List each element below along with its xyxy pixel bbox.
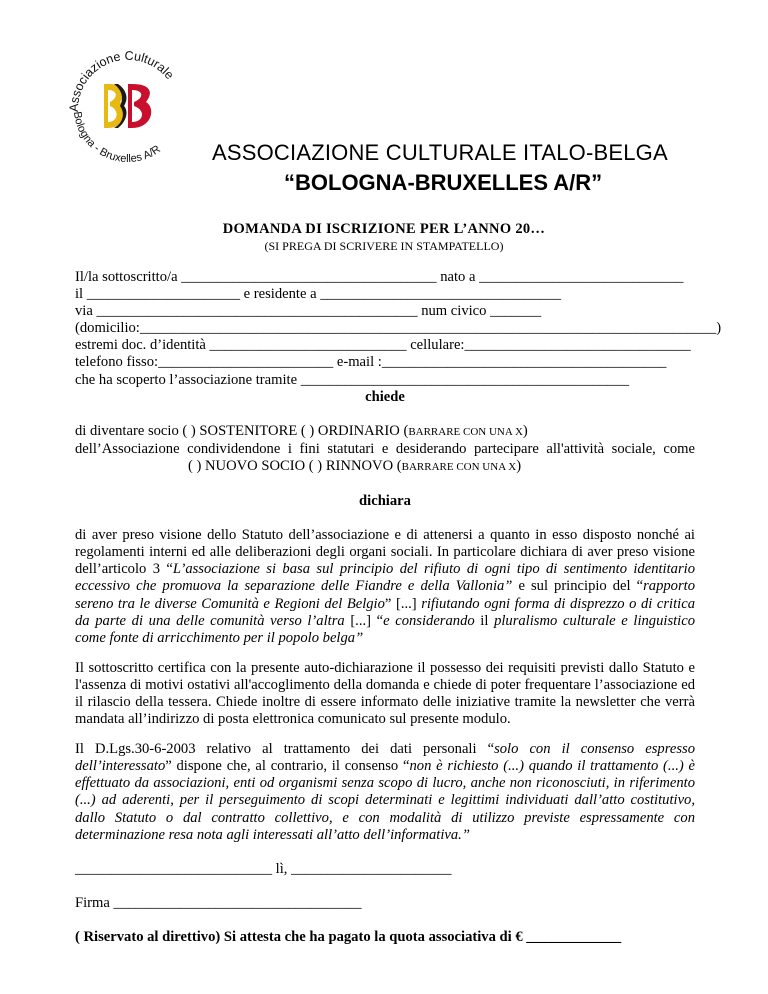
field-telefono-email[interactable]: telefono fisso:________________________ e-mail :_______________________________________ [75,354,667,371]
logo-arc-top-text: Associazione Culturale [66,48,177,113]
field-nascita-residenza[interactable]: il _____________________ e residente a _________________________________ [75,286,562,303]
socio-type-options[interactable]: di diventare socio ( ) SOSTENITORE ( ) ORDINARIO (BARRARE CON UNA X) [75,422,528,439]
form-subtitle: (SI PREGA DI SCRIVERE IN STAMPATELLO) [264,239,504,253]
socio-status-options[interactable]: ( ) NUOVO SOCIO ( ) RINNOVO (BARRARE CON UNA X) [188,457,522,474]
field-domicilio[interactable]: (domicilio:_______________________________________________________________________________) [75,320,722,337]
field-sottoscritto[interactable]: Il/la sottoscritto/a ___________________________________ nato a ____________________________ [75,269,684,285]
organization-subtitle: “BOLOGNA-BRUXELLES A/R” [284,170,603,195]
chiede-heading: chiede [365,388,405,405]
signature-field[interactable]: Firma __________________________________ [75,894,362,911]
dichiara-heading: dichiara [359,493,411,510]
dichiara-paragraph-2: Il sottoscritto certifica con la presente auto-dichiarazione il possesso dei requisiti previsti dallo Statuto e l'assenza di motivi ostativi all'accoglimento della domanda e chiede di poter frequentare l’associazione ed il rilascio della tessera. Chiede inoltre di essere informato delle iniziative tramite la newsletter che verrà mandata all’indirizzo di posta elettronica comunicato sul presente modulo. [75,659,695,728]
organization-name: ASSOCIAZIONE CULTURALE ITALO-BELGA [212,140,668,165]
logo-bb-monogram [104,84,151,128]
logo-arc-bottom-text: Bologna - Bruxelles A/R [70,110,163,166]
association-logo [62,40,192,170]
place-date-field[interactable]: ___________________________ lì, ______________________ [75,860,452,877]
privacy-paragraph: Il D.Lgs.30-6-2003 relativo al trattamento dei dati personali “solo con il consenso espresso dell’interessato” dispone che, al contrario, il consenso “non è richiesto (...) quando il trattamento (...) è effettuato da associazioni, enti od organismi senza scopo di lucro, anche non riconosciuti, in riferimento (...) ad aderenti, per il perseguimento di scopi determinati e legittimi individuati dall’atto costitutivo, dallo Statuto o dal contratto collettivo, e con modalità di utilizzo previste espressamente con determinazione resa nota agli interessati all’atto dell’informativa.” [75,741,696,843]
form-body [75,269,722,946]
field-via[interactable]: via ____________________________________________ num civico _______ [75,303,542,320]
field-documento-cellulare[interactable]: estremi doc. d’identità ___________________________ cellulare:_______________________________ [75,337,691,354]
dichiara-paragraph-1: di aver preso visione dello Statuto dell’associazione e di attenersi a quanto in esso disposto nonché ai regolamenti interni ed alle deliberazioni degli organi sociali. In particolare dichiara di aver preso visione dell’articolo 3 “L’associazione si basa sul principio del rifiuto di ogni tipo di sentimento identitario eccessivo che promuova la separazione delle Fiandre e della Vallonia” e sul principio del “rapporto sereno tra le diverse Comunità e Regioni del Belgio” [...] rifiutando ogni forma di disprezzo o di critica da parte di una delle comunità verso l’altra [...] “e considerando il pluralismo culturale e linguistico come fonte di arricchimento per il popolo belga” [75,527,696,646]
chiede-text: dell’Associazione condividendone i fini statutari e desiderando partecipare all'attività sociale, come [75,440,695,457]
field-scoperta[interactable]: che ha scoperto l’associazione tramite _____________________________________________ [75,371,630,388]
riservato-direttivo: ( Riservato al direttivo) Si attesta che ha pagato la quota associativa di € _____________ [75,928,622,945]
form-title: DOMANDA DI ISCRIZIONE PER L’ANNO 20… [222,221,546,237]
organization-title [212,140,712,196]
